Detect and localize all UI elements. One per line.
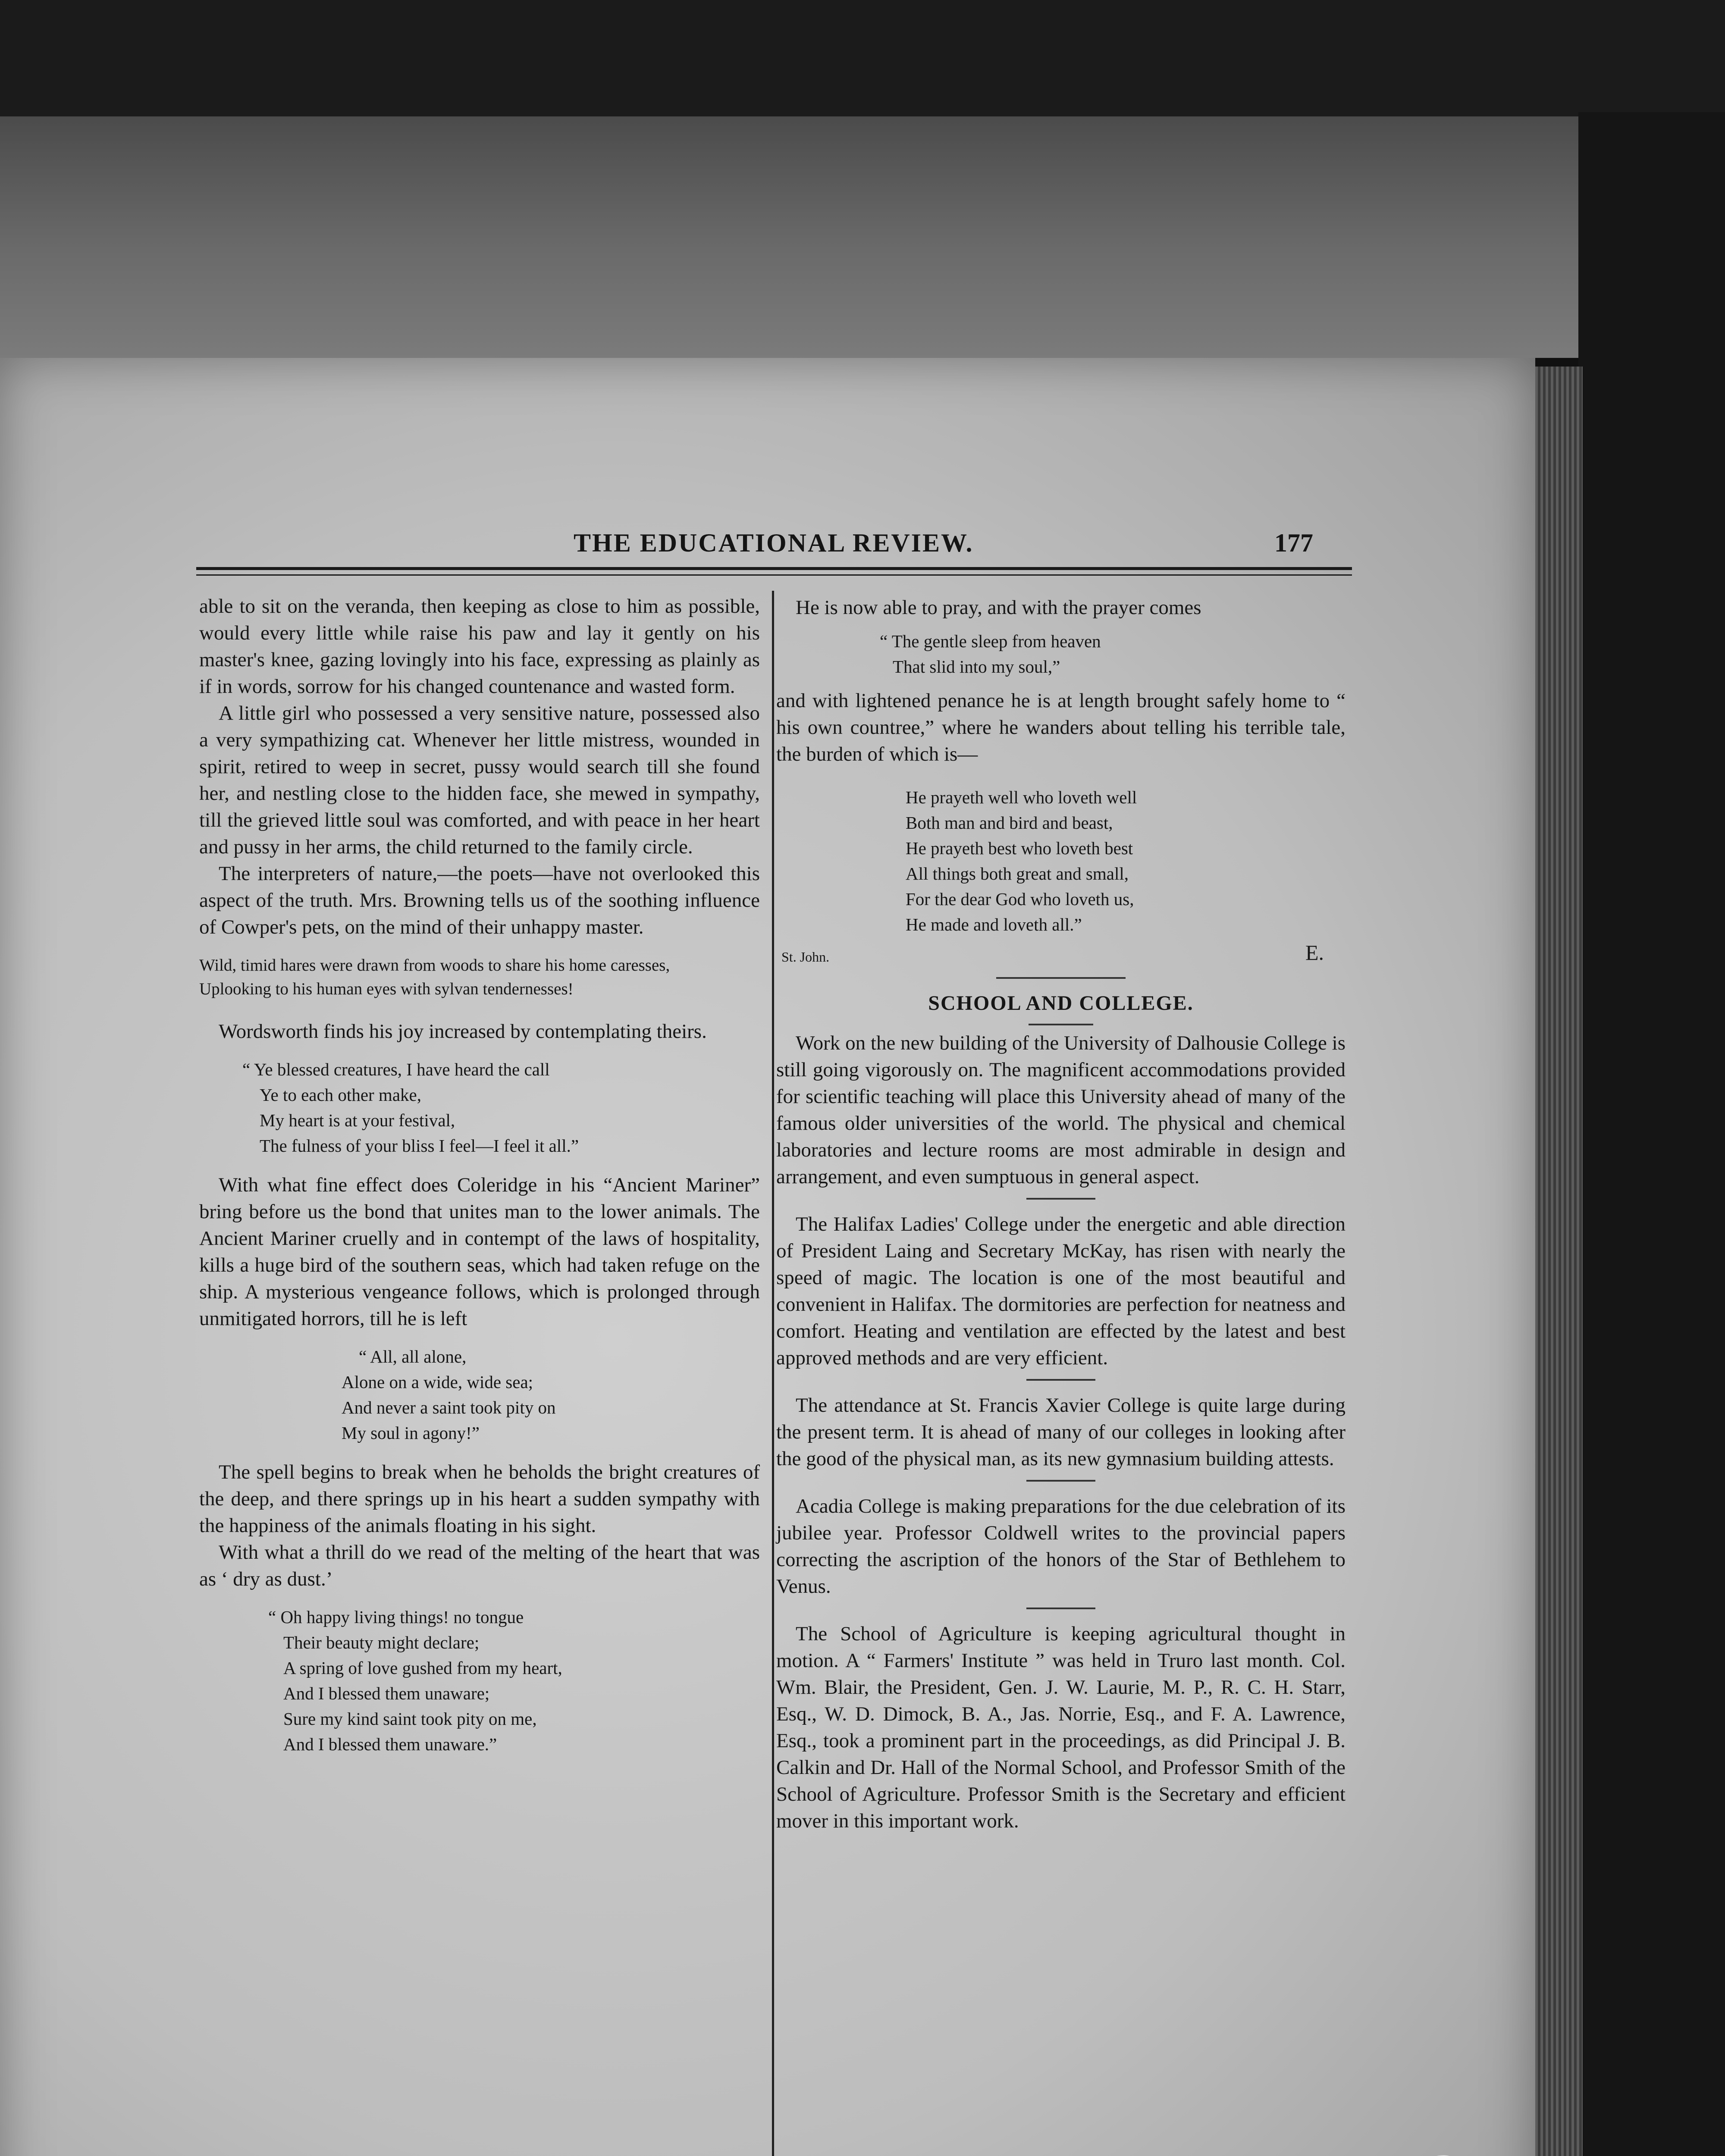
- verse-line: He prayeth well who loveth well: [906, 787, 1137, 807]
- verse-block: [199, 1604, 760, 1757]
- left-column: [199, 593, 760, 1770]
- verse-line: Their beauty might declare;: [283, 1633, 480, 1652]
- news-item: The Halifax Ladies' College under the energetic and able direction of President Laing and Secretary McKay, has risen with nearly the speed of magic. The location is one of the most beautiful and convenient in Halifax. The dormitories are perfection for neatness and comfort. Heating and ventilation are effected by the latest and best approved methods and are very efficient.: [776, 1213, 1346, 1369]
- header-rule: [196, 567, 1352, 570]
- verse-line: He prayeth best who loveth best: [906, 838, 1133, 858]
- news-item: Work on the new building of the University of Dalhousie College is still going vigorously on. The magnificent accommodations provided for scientific teaching will place this University ahead of many of the famous older universities of the world. The physical and chemical laboratories and lecture rooms are most admirable in design and arrangement, and even sumptuous in general aspect.: [776, 1032, 1346, 1188]
- verse-line: “ The gentle sleep from heaven: [880, 631, 1101, 651]
- verse-line: All things both great and small,: [906, 864, 1129, 884]
- verse-line: “ Oh happy living things! no tongue: [268, 1607, 524, 1627]
- verse-block: [776, 629, 1346, 680]
- quote-line: Uplooking to his human eyes with sylvan tendernesses!: [199, 980, 574, 998]
- news-divider: [1026, 1480, 1095, 1482]
- film-frame-band: [0, 116, 1596, 358]
- verse-line: “ All, all alone,: [359, 1347, 467, 1366]
- right-column: [776, 594, 1346, 1834]
- paragraph: With what a thrill do we read of the melting of the heart that was as ‘ dry as dust.’: [199, 1541, 760, 1590]
- news-divider: [1026, 1608, 1095, 1609]
- signature-place: St. John.: [781, 949, 830, 965]
- column-divider: [772, 591, 774, 2156]
- signature-initial: E.: [1305, 940, 1324, 965]
- news-item: The School of Agriculture is keeping agricultural thought in motion. A “ Farmers' Institute ” was held in Truro last month. Col. Wm. Blair, the President, Gen. J. W. Laurie, M. P., R. C. H. Starr, Esq., W. D. Dimock, B. A., Jas. Norrie, Esq., and F. A. Lawrence, Esq., took a prominent part in the proceedings, as did Principal J. B. Calkin and Dr. Hall of the Normal School, and Professor Smith of the School of Agriculture. Professor Smith is the Secretary and efficient mover in this important work.: [776, 1623, 1346, 1832]
- paragraph: He is now able to pray, and with the prayer comes: [796, 596, 1201, 619]
- verse-line: And I blessed them unaware;: [283, 1683, 490, 1703]
- verse-line: That slid into my soul,”: [893, 657, 1060, 677]
- paragraph: The interpreters of nature,—the poets—have not overlooked this aspect of the truth. Mrs. Browning tells us of the soothing influence of Cowper's pets, on the mind of their unhappy master.: [199, 862, 760, 938]
- verse-line: And never a saint took pity on: [342, 1398, 556, 1417]
- verse-line: For the dear God who loveth us,: [906, 889, 1134, 909]
- verse-line: He made and loveth all.”: [906, 915, 1082, 934]
- paragraph: A little girl who possessed a very sensitive nature, possessed also a very sympathizing cat. Whenever her little mistress, wounded in spirit, retired to weep in secret, pussy would search till she found her, and nestling close to the hidden face, she mewed in sympathy, till the grieved little soul was comforted, and with peace in her heart and pussy in her arms, the child returned to the family circle.: [199, 702, 760, 858]
- section-rule: [996, 977, 1126, 979]
- verse-line: A spring of love gushed from my heart,: [283, 1658, 562, 1678]
- page-number: 177: [1274, 529, 1313, 557]
- verse-line: My soul in agony!”: [342, 1423, 480, 1443]
- film-frame-right: [1578, 112, 1725, 2156]
- section-title: SCHOOL AND COLLEGE.: [928, 992, 1194, 1015]
- paragraph: The spell begins to break when he beholds the bright creatures of the deep, and there springs up in his heart a sudden sympathy with the happiness of the animals floating in his sight.: [199, 1461, 760, 1537]
- verse-line: And I blessed them unaware.”: [283, 1734, 497, 1754]
- film-frame-top: [0, 0, 1725, 116]
- verse-block: [199, 1344, 760, 1446]
- paragraph: Wordsworth finds his joy increased by contemplating theirs.: [219, 1020, 707, 1043]
- quote-line: Wild, timid hares were drawn from woods to share his home caresses,: [199, 956, 670, 975]
- paragraph: and with lightened penance he is at length brought safely home to “ his own countree,” where he wanders about telling his terrible tale, the burden of which is—: [776, 689, 1346, 765]
- signature-row: [776, 939, 1346, 969]
- verse-line: Both man and bird and beast,: [906, 813, 1113, 833]
- page-edge: [1535, 367, 1583, 2156]
- news-item: Acadia College is making preparations for the due celebration of its jubilee year. Professor Coldwell writes to the provincial papers correcting the ascription of the honors of the Star of Bethlehem to Venus.: [776, 1495, 1346, 1598]
- news-divider: [1026, 1379, 1095, 1381]
- block-quote: [199, 953, 760, 1001]
- section-rule: [1029, 1024, 1093, 1025]
- news-item: The attendance at St. Francis Xavier College is quite large during the present term. It is ahead of many of our colleges in looking after the good of the physical man, as its new gymnasium building attests.: [776, 1394, 1346, 1470]
- verse-block: [199, 1057, 760, 1159]
- header-rule-thin: [196, 574, 1352, 576]
- verse-line: Sure my kind saint took pity on me,: [283, 1709, 537, 1729]
- verse-line: Alone on a wide, wide sea;: [342, 1372, 533, 1392]
- news-divider: [1026, 1198, 1095, 1200]
- paragraph: able to sit on the veranda, then keeping as close to him as possible, would every little while raise his paw and lay it gently on his master's knee, gazing lovingly into his face, expressing as plainly as if in words, sorrow for his changed countenance and wasted form.: [199, 595, 760, 698]
- verse-line: The fulness of your bliss I feel—I feel it all.”: [260, 1136, 579, 1156]
- verse-line: My heart is at your festival,: [260, 1110, 455, 1130]
- verse-block: [776, 785, 1346, 937]
- verse-line: Ye to each other make,: [260, 1085, 421, 1105]
- verse-line: “ Ye blessed creatures, I have heard the call: [242, 1059, 550, 1079]
- paragraph: With what fine effect does Coleridge in his “Ancient Mariner” bring before us the bond that unites man to the lower animals. The Ancient Mariner cruelly and in contempt of the laws of hospitality, kills a huge bird of the southern seas, which had taken refuge on the ship. A mysterious vengeance follows, which is prolonged through unmitigated horrors, till he is left: [199, 1174, 760, 1330]
- running-header-title: THE EDUCATIONAL REVIEW.: [574, 529, 974, 557]
